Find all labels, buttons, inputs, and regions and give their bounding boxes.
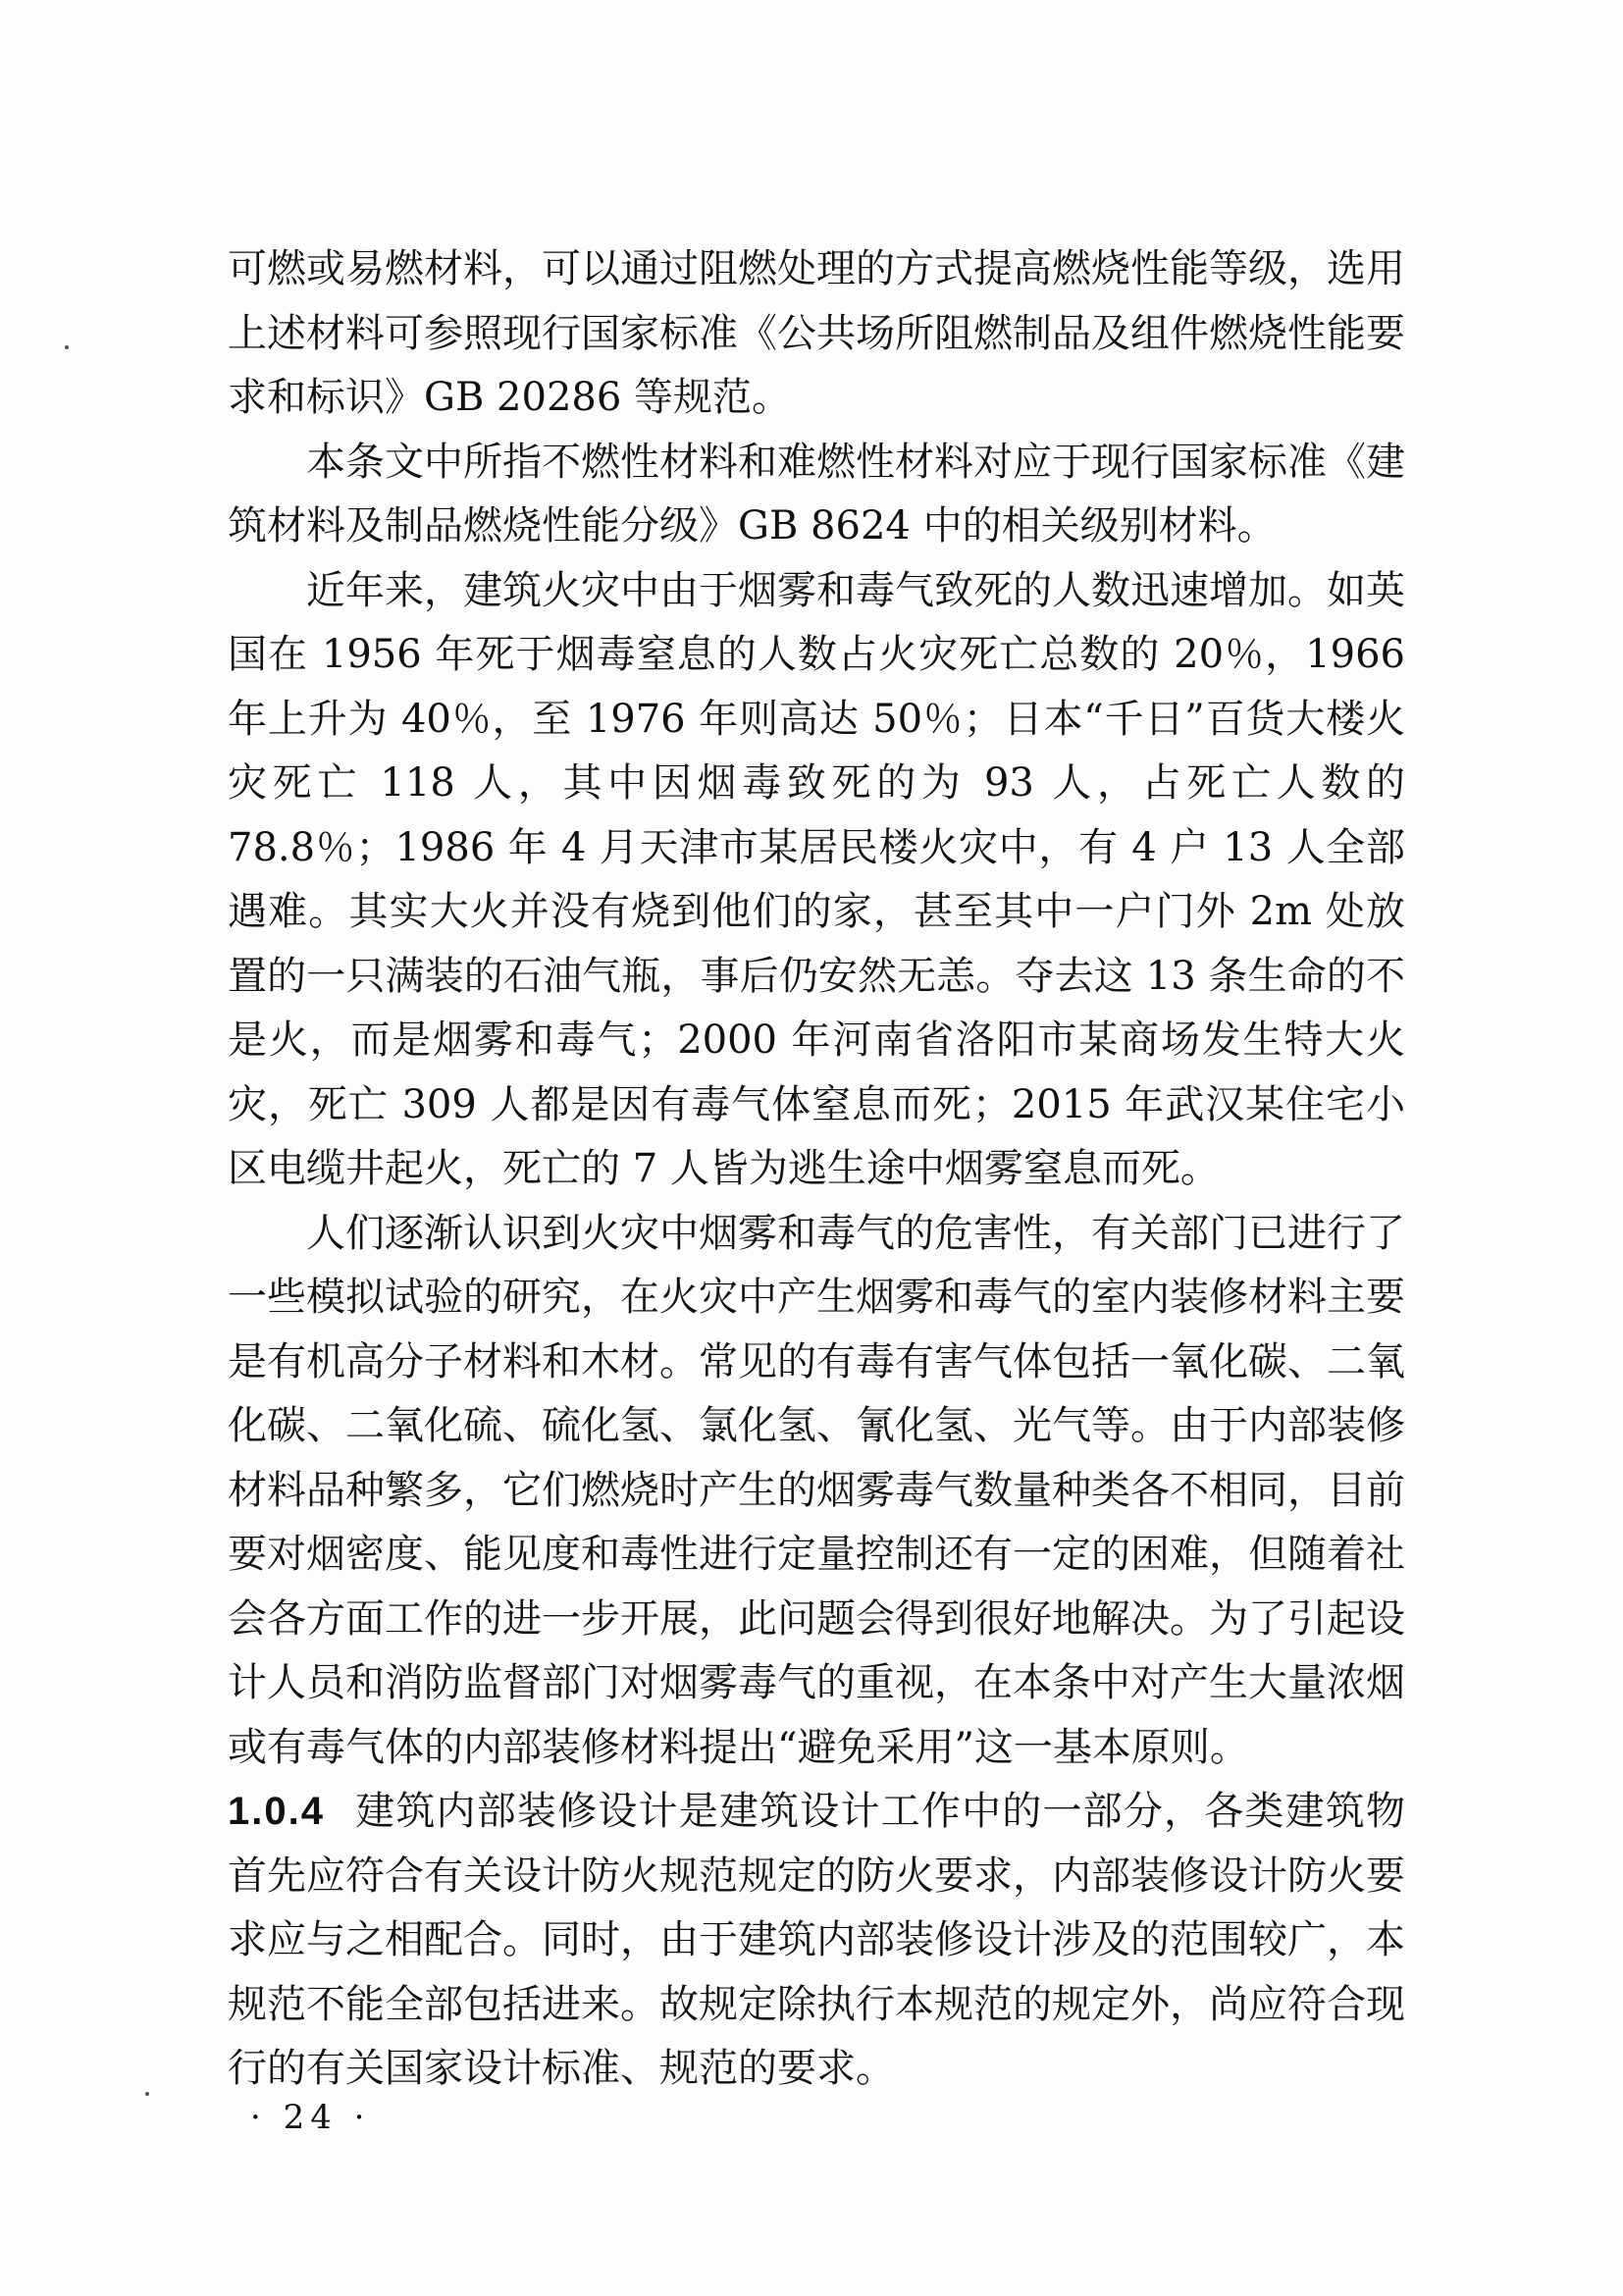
- clause-number: 1.0.4: [228, 1790, 325, 1833]
- clause-text: 建筑内部装修设计是建筑设计工作中的一部分，各类建筑物首先应符合有关设计防火规范规定的防火要求，内部装修设计防火要求应与之相配合。同时，由于建筑内部装修设计涉及的范围较广，本规范不能全部包括进来。故规定除执行本规范的规定外，尚应符合现行的有关国家设计标准、规范的要求。: [228, 1789, 1405, 2091]
- paragraph-smoke-deaths: 近年来，建筑火灾中由于烟雾和毒气致死的人数迅速增加。如英国在 1956 年死于烟毒窒息的人数占火灾死亡总数的 20％，1966 年上升为 40％，至 1976 年则高达 50％；日本“千日”百货大楼火灾死亡 118 人，其中因烟毒致死的为 93 人，占死亡人数的 78.8％；1986 年 4 月天津市某居民楼火灾中，有 4 户 13 人全部遇难。其实大火并没有烧到他们的家，甚至其中一户门外 2m 处放置的一只满装的石油气瓶，事后仍安然无恙。夺去这 13 条生命的不是火，而是烟雾和毒气；2000 年河南省洛阳市某商场发生特大火灾，死亡 309 人都是因有毒气体窒息而死；2015 年武汉某住宅小区电缆井起火，死亡的 7 人皆为逃生途中烟雾窒息而死。: [228, 567, 1405, 1191]
- scan-speck: [65, 345, 69, 349]
- paragraph-toxic-gas: 人们逐渐认识到火灾中烟雾和毒气的危害性，有关部门已进行了一些模拟试验的研究，在火灾中产生烟雾和毒气的室内装修材料主要是有机高分子材料和木材。常见的有毒有害气体包括一氧化碳、二氧化碳、二氧化硫、硫化氢、氯化氢、氰化氢、光气等。由于内部装修材料品种繁多，它们燃烧时产生的烟雾毒气数量种类各不相同，目前要对烟密度、能见度和毒性进行定量控制还有一定的困难，但随着社会各方面工作的进一步开展，此问题会得到很好地解决。为了引起设计人员和消防监督部门对烟雾毒气的重视，在本条中对产生大量浓烟或有毒气体的内部装修材料提出“避免采用”这一基本原则。: [228, 1210, 1405, 1770]
- body-text: [228, 237, 1405, 2102]
- paragraph-material-standard: 本条文中所指不燃性材料和难燃性材料对应于现行国家标准《建筑材料及制品燃烧性能分级》GB 8624 中的相关级别材料。: [228, 439, 1405, 548]
- paragraph-continuation: 可燃或易燃材料，可以通过阻燃处理的方式提高燃烧性能等级，选用上述材料可参照现行国家标准《公共场所阻燃制品及组件燃烧性能要求和标识》GB 20286 等规范。: [228, 246, 1405, 420]
- page-number: · 24 ·: [250, 2098, 371, 2137]
- scan-speck: [145, 2092, 149, 2096]
- clause-1-0-4: [228, 1780, 1405, 2102]
